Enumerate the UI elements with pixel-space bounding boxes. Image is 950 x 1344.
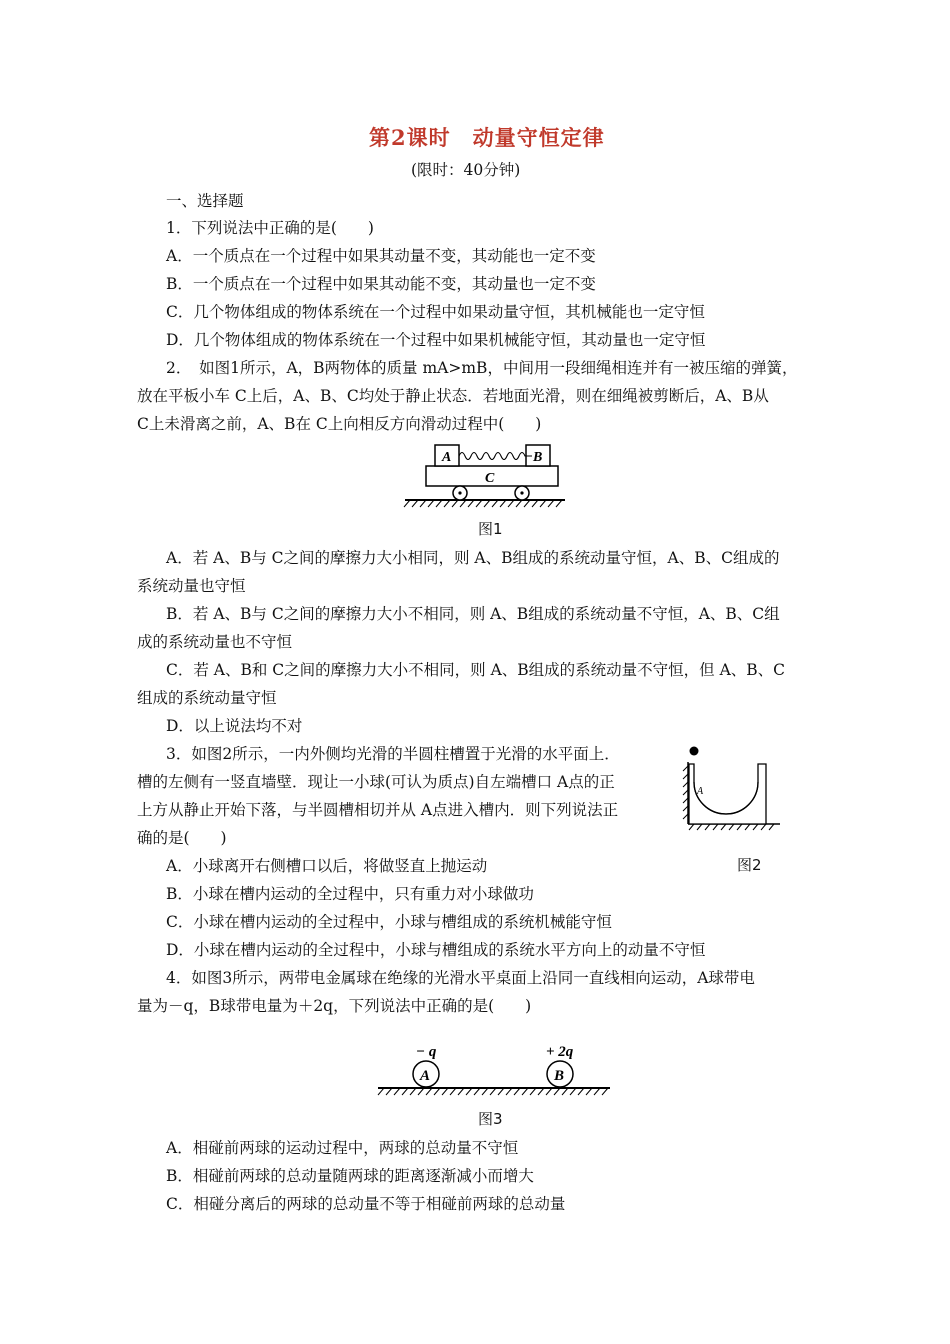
q2-line1: 2． 如图1所示，A，B两物体的质量 mA>mB，中间用一段细绳相连并有一被压缩的弹簧， xyxy=(166,359,798,377)
q3-line2: 槽的左侧有一竖直墙壁．现让一小球(可认为质点)自左端槽口 A点的正 xyxy=(137,773,615,791)
figure-2-caption: 图2 xyxy=(737,856,762,874)
q2-line3: C上未滑离之前，A、B在 C上向相反方向滑动过程中( ) xyxy=(137,415,542,433)
q1-option-c: C．几个物体组成的物体系统在一个过程中如果动量守恒，其机械能也一定守恒 xyxy=(166,303,705,321)
q4-line2: 量为－q，B球带电量为＋2q，下列说法中正确的是( ) xyxy=(137,997,532,1015)
section-heading: 一、选择题 xyxy=(166,192,244,210)
fig3-label-b: B xyxy=(554,1068,565,1084)
q2-line2: 放在平板小车 C上后，A、B、C均处于静止状态．若地面光滑，则在细绳被剪断后，A、B从 xyxy=(137,387,769,405)
fig3-charge-b: + 2q xyxy=(546,1044,574,1060)
q2-option-c-line2: 组成的系统动量守恒 xyxy=(137,689,277,707)
figure-1-cart xyxy=(400,438,570,510)
q4-option-c: C．相碰分离后的两球的总动量不等于相碰前两球的总动量 xyxy=(166,1195,566,1213)
fig3-label-a: A xyxy=(420,1068,431,1084)
fig2-label-a: A xyxy=(697,786,704,797)
spring xyxy=(459,453,532,460)
q3-line4: 确的是( ) xyxy=(137,829,227,847)
q2-option-b-line1: B．若 A、B与 C之间的摩擦力大小不相同，则 A、B组成的系统动量不守恒，A、B、C组 xyxy=(166,605,780,623)
figure-2-semicircle-groove xyxy=(680,742,785,834)
q4-option-b: B．相碰前两球的总动量随两球的距离逐渐减小而增大 xyxy=(166,1167,534,1185)
q1-stem: 1．下列说法中正确的是( ) xyxy=(166,219,374,237)
q2-option-a-line1: A．若 A、B与 C之间的摩擦力大小相同，则 A、B组成的系统动量守恒，A、B、C组成的 xyxy=(166,549,780,567)
fig3-charge-a: − q xyxy=(416,1044,437,1060)
q1-option-b: B．一个质点在一个过程中如果其动能不变，其动量也一定不变 xyxy=(166,275,596,293)
q3-line1: 3．如图2所示，一内外侧均光滑的半圆柱槽置于光滑的水平面上． xyxy=(166,745,620,763)
figure-3-caption: 图3 xyxy=(478,1110,503,1128)
figure-1-caption: 图1 xyxy=(478,520,503,538)
fig1-label-a: A xyxy=(442,450,452,465)
time-limit: (限时：40分钟) xyxy=(411,161,521,179)
q3-option-d: D．小球在槽内运动的全过程中，小球与槽组成的系统水平方向上的动量不守恒 xyxy=(166,941,706,959)
q3-line3: 上方从静止开始下落，与半圆槽相切并从 A点进入槽内．则下列说法正 xyxy=(137,801,619,819)
q4-option-a: A．相碰前两球的运动过程中，两球的总动量不守恒 xyxy=(166,1139,519,1157)
q4-line1: 4．如图3所示，两带电金属球在绝缘的光滑水平桌面上沿同一直线相向运动，A球带电 xyxy=(166,969,755,987)
ball xyxy=(690,747,699,756)
fig1-label-b: B xyxy=(533,450,543,465)
page-title: 第2课时 动量守恒定律 xyxy=(369,125,605,150)
figure-3-charged-spheres xyxy=(374,1040,614,1104)
q1-option-d: D．几个物体组成的物体系统在一个过程中如果机械能守恒，其动量也一定守恒 xyxy=(166,331,706,349)
q3-option-a: A．小球离开右侧槽口以后，将做竖直上抛运动 xyxy=(166,857,488,875)
q2-option-c-line1: C．若 A、B和 C之间的摩擦力大小不相同，则 A、B组成的系统动量不守恒，但 A、B、C xyxy=(166,661,786,679)
q2-option-a-line2: 系统动量也守恒 xyxy=(137,577,246,595)
q3-option-b: B．小球在槽内运动的全过程中，只有重力对小球做功 xyxy=(166,885,534,903)
fig1-label-c: C xyxy=(485,471,495,486)
q2-option-d: D．以上说法均不对 xyxy=(166,717,303,735)
q1-option-a: A．一个质点在一个过程中如果其动量不变，其动能也一定不变 xyxy=(166,247,596,265)
q3-option-c: C．小球在槽内运动的全过程中，小球与槽组成的系统机械能守恒 xyxy=(166,913,612,931)
q2-option-b-line2: 成的系统动量也不守恒 xyxy=(137,633,293,651)
